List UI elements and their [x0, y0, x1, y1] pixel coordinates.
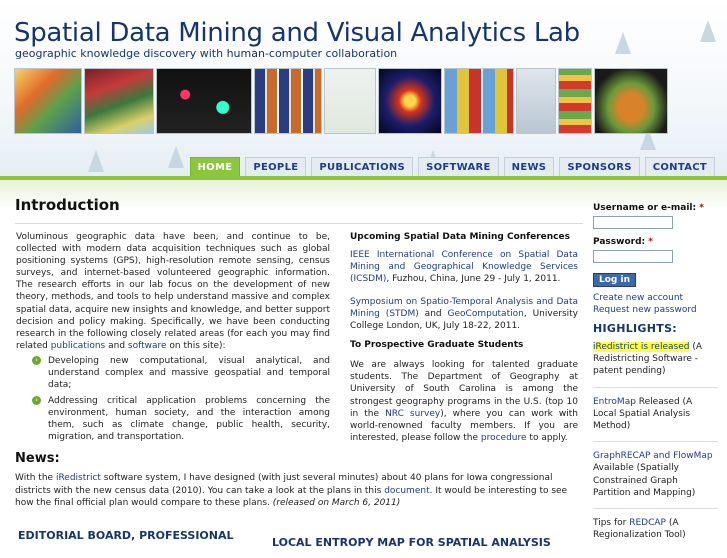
thumbnail-diagram-image[interactable] [324, 68, 376, 134]
highlight-item [593, 396, 718, 443]
nav-sponsors[interactable]: SPONSORS [559, 157, 639, 177]
thumbnail-ui-image[interactable] [516, 68, 556, 134]
geocomputation-link[interactable]: GeoComputation [447, 309, 524, 319]
username-label [593, 203, 718, 213]
site-tagline: geographic knowledge discovery with human-computer collaboration [15, 47, 398, 60]
conference-text: and [418, 309, 448, 319]
conference-item [350, 249, 578, 285]
tree-decoration [700, 20, 716, 42]
divider [15, 223, 583, 224]
username-label-text: Username or e-mail: [593, 203, 697, 213]
stdm-link[interactable]: Symposium on Spatio-Temporal Analysis and Data Mining (STDM) [350, 297, 578, 319]
news-text: . It would be interesting to see how the final official plan would compare to these plans. [15, 485, 568, 508]
document-link[interactable]: document [384, 485, 430, 496]
nav-news[interactable]: NEWS [504, 157, 555, 177]
password-label-text: Password: [593, 237, 646, 247]
conference-text: , University College London, UK, July 18-22, 2011. [350, 309, 578, 331]
prospective-students-heading: To Prospective Graduate Students [350, 340, 524, 350]
thumbnail-chart-image[interactable] [558, 68, 592, 134]
list-item-text: Developing new computational, visual analytical, and understand complex and massive geospatial and temporal data; [48, 356, 330, 390]
software-link[interactable]: software [127, 340, 167, 351]
news-date: (released on March 6, 2011) [272, 498, 401, 508]
tree-decoration [615, 32, 631, 54]
required-marker: * [699, 203, 704, 213]
nav-publications[interactable]: PUBLICATIONS [311, 157, 413, 177]
research-areas-list [33, 355, 330, 447]
create-account-link[interactable]: Create new account [593, 293, 684, 303]
username-input[interactable] [593, 216, 673, 229]
conference-text: , Fuzhou, China, June 29 - July 1, 2011. [386, 274, 561, 284]
highlight-text: Tips for [593, 518, 630, 529]
page-title: Introduction [15, 196, 120, 214]
main-nav [190, 157, 715, 177]
login-button[interactable]: Log in [593, 273, 636, 287]
prospective-students-paragraph [350, 359, 578, 444]
required-marker: * [648, 237, 653, 247]
thumbnail-matrix-image[interactable] [254, 68, 322, 134]
thumbnail-map-image[interactable] [14, 68, 82, 134]
entromap-link[interactable]: EntroMap [593, 396, 636, 407]
nav-home[interactable]: HOME [190, 157, 241, 177]
conferences-heading: Upcoming Spatial Data Mining Conferences [350, 232, 570, 242]
list-item-text: Addressing critical application problems concerning the environment, human society, and the interaction among them, such as climate change, public health, security, migration, and transportation. [48, 396, 330, 442]
request-password-link[interactable]: Request new password [593, 305, 697, 315]
nav-contact[interactable]: CONTACT [645, 157, 715, 177]
highlight-item [593, 341, 718, 388]
iredistrict-highlight-link[interactable]: iRedistrict is released [593, 342, 690, 352]
list-item [33, 395, 330, 443]
thumbnail-parallel-image[interactable] [444, 68, 514, 134]
password-input[interactable] [593, 250, 673, 263]
graphrecap-link[interactable]: GraphRECAP and FlowMap [593, 451, 713, 462]
highlight-text: (A Regionalization Tool) [593, 518, 686, 541]
prospective-text: ), where you can work with world-renowned faculty members. If you are interested, please follow the [350, 408, 579, 444]
news-heading: News: [15, 451, 60, 466]
tree-decoration [168, 146, 184, 168]
highlight-text: (A Redistricting Software - patent pending) [593, 342, 702, 377]
highlight-text: Available (Spatially Constrained Graph Partition and Mapping) [593, 463, 696, 498]
thumbnail-us-map-image[interactable] [594, 68, 668, 134]
intro-text: on this site): [166, 340, 226, 351]
sidebar [593, 203, 718, 558]
publications-link[interactable]: publications [50, 340, 106, 351]
news-text: software system, I have designed (with just several minutes) about 40 plans for Iowa congressional districts with the new census data (2010). You can take a look at the plans in this [15, 473, 553, 496]
highlight-item [593, 450, 718, 509]
research-thumbnail-strip [14, 68, 668, 134]
tree-decoration [88, 150, 104, 172]
intro-paragraph [16, 231, 330, 352]
highlights-heading: HIGHLIGHTS: [593, 322, 677, 335]
news-paragraph [15, 472, 580, 510]
intro-text: Voluminous geographic data have been, and continue to be, collected with modern data acquisition techniques such as global positioning systems (GPS), high-resolution remote sensing, census surveys, and internet-based volunteered geographic information. The research efforts in our lab focus on the development of new theory, methods, and tools to help understand massive and complex spatial data, acquire new insights and knowledge, and better support decision and policy making. Specifically, we have been conducting research in the following closely related areas (for each you may find related [16, 232, 330, 351]
chevron-right-icon: › [32, 356, 41, 365]
conference-item [350, 296, 578, 332]
highlight-text: Released (A Local Spatial Analysis Method) [593, 396, 693, 432]
nav-people[interactable]: PEOPLE [245, 157, 306, 177]
prospective-text: We are always looking for talented graduate students. The Department of Geography at University of South Carolina is among the strongest geography programs in the U.S. (top 10 in the [350, 360, 578, 419]
thumbnail-network-image[interactable] [156, 68, 252, 134]
site-title[interactable]: Spatial Data Mining and Visual Analytics Lab [14, 18, 580, 48]
nrc-survey-link[interactable]: NRC survey [385, 408, 441, 419]
prospective-text: to apply. [526, 433, 568, 444]
editorial-board-heading[interactable]: EDITORIAL BOARD, PROFESSIONAL [18, 529, 234, 542]
highlight-item [593, 517, 718, 550]
list-item [33, 355, 330, 391]
thumbnail-density-image[interactable] [378, 68, 442, 134]
procedure-link[interactable]: procedure [480, 433, 527, 444]
nav-software[interactable]: SOFTWARE [418, 157, 499, 177]
chevron-right-icon: › [32, 396, 41, 405]
redcap-link[interactable]: REDCAP [629, 518, 666, 529]
news-text: With the [15, 473, 56, 483]
local-entropy-heading[interactable]: LOCAL ENTROPY MAP FOR SPATIAL ANALYSIS [272, 536, 551, 549]
intro-text: and [105, 340, 128, 351]
icsdm-link[interactable]: IEEE International Conference on Spatial Data Mining and Geographical Knowledge Services (ICSDM) [350, 250, 578, 284]
thumbnail-map-image[interactable] [84, 68, 154, 134]
site-header [0, 0, 727, 178]
password-label [593, 237, 718, 247]
iredistrict-link[interactable]: iRedistrict [55, 473, 101, 483]
